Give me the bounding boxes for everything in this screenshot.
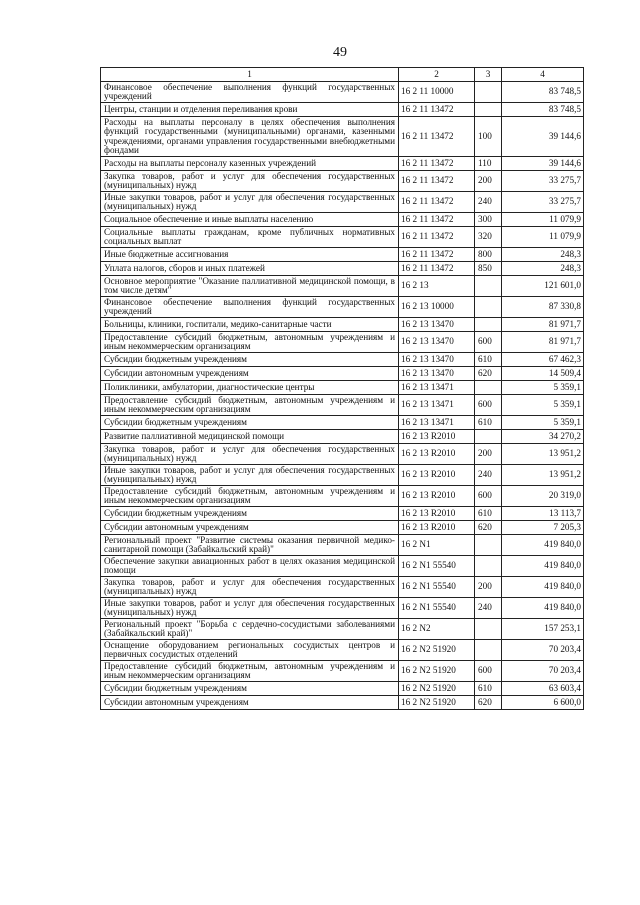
row-amount-cell: 33 275,7 — [502, 171, 584, 192]
row-kvr-cell — [475, 297, 502, 318]
table-row — [101, 367, 584, 381]
row-amount-cell: 83 748,5 — [502, 82, 584, 103]
row-kvr-cell — [475, 82, 502, 103]
table-row — [101, 556, 584, 577]
row-code-cell: 16 2 13 13471 — [399, 416, 475, 430]
row-code-cell: 16 2 11 13472 — [399, 192, 475, 213]
table-row — [101, 227, 584, 248]
row-kvr-cell: 610 — [475, 682, 502, 696]
table-row — [101, 353, 584, 367]
row-kvr-cell — [475, 276, 502, 297]
table-row — [101, 248, 584, 262]
header-cell-kvr: 3 — [475, 68, 502, 82]
row-code-cell: 16 2 11 13472 — [399, 213, 475, 227]
row-name-cell: Основное мероприятие "Оказание паллиативной медицинской помощи, в том числе детям" — [101, 276, 399, 297]
row-amount-cell: 13 951,2 — [502, 465, 584, 486]
row-amount-cell: 63 603,4 — [502, 682, 584, 696]
row-amount-cell: 13 113,7 — [502, 507, 584, 521]
row-amount-cell: 20 319,0 — [502, 486, 584, 507]
row-amount-cell: 11 079,9 — [502, 227, 584, 248]
row-code-cell: 16 2 N1 — [399, 535, 475, 556]
row-name-cell: Финансовое обеспечение выполнения функций государственных учреждений — [101, 297, 399, 318]
row-name-cell: Финансовое обеспечение выполнения функций государственных учреждений — [101, 82, 399, 103]
row-code-cell: 16 2 11 10000 — [399, 82, 475, 103]
row-name-cell: Иные бюджетные ассигнования — [101, 248, 399, 262]
table-row — [101, 535, 584, 556]
row-code-cell: 16 2 N2 51920 — [399, 661, 475, 682]
row-amount-cell: 39 144,6 — [502, 117, 584, 157]
row-amount-cell: 5 359,1 — [502, 381, 584, 395]
table-row — [101, 619, 584, 640]
row-code-cell: 16 2 N1 55540 — [399, 577, 475, 598]
table-row — [101, 157, 584, 171]
row-kvr-cell — [475, 535, 502, 556]
row-kvr-cell: 320 — [475, 227, 502, 248]
table-row — [101, 682, 584, 696]
row-amount-cell: 83 748,5 — [502, 103, 584, 117]
table-row — [101, 507, 584, 521]
row-amount-cell: 70 203,4 — [502, 661, 584, 682]
row-amount-cell: 5 359,1 — [502, 395, 584, 416]
row-kvr-cell: 240 — [475, 192, 502, 213]
row-code-cell: 16 2 N1 55540 — [399, 598, 475, 619]
row-name-cell: Закупка товаров, работ и услуг для обеспечения государственных (муниципальных) нужд — [101, 171, 399, 192]
row-name-cell: Субсидии автономным учреждениям — [101, 696, 399, 710]
row-code-cell: 16 2 N2 — [399, 619, 475, 640]
row-name-cell: Центры, станции и отделения переливания крови — [101, 103, 399, 117]
table-row — [101, 640, 584, 661]
row-amount-cell: 419 840,0 — [502, 535, 584, 556]
row-amount-cell: 87 330,8 — [502, 297, 584, 318]
row-amount-cell: 5 359,1 — [502, 416, 584, 430]
row-name-cell: Субсидии автономным учреждениям — [101, 367, 399, 381]
table-row — [101, 696, 584, 710]
row-kvr-cell: 200 — [475, 171, 502, 192]
row-code-cell: 16 2 13 — [399, 276, 475, 297]
row-code-cell: 16 2 13 13470 — [399, 367, 475, 381]
row-kvr-cell: 620 — [475, 696, 502, 710]
row-code-cell: 16 2 13 13470 — [399, 332, 475, 353]
table-row — [101, 521, 584, 535]
header-cell-amount: 4 — [502, 68, 584, 82]
row-amount-cell: 14 509,4 — [502, 367, 584, 381]
table-row — [101, 82, 584, 103]
row-kvr-cell: 300 — [475, 213, 502, 227]
row-name-cell: Предоставление субсидий бюджетным, автономным учреждениям и иным некоммерческим организациям — [101, 332, 399, 353]
table-row — [101, 171, 584, 192]
row-code-cell: 16 2 13 13471 — [399, 395, 475, 416]
row-name-cell: Обеспечение закупки авиационных работ в целях оказания медицинской помощи — [101, 556, 399, 577]
row-amount-cell: 419 840,0 — [502, 577, 584, 598]
row-name-cell: Иные закупки товаров, работ и услуг для обеспечения государственных (муниципальных) нужд — [101, 465, 399, 486]
row-code-cell: 16 2 13 R2010 — [399, 486, 475, 507]
row-amount-cell: 121 601,0 — [502, 276, 584, 297]
row-amount-cell: 81 971,7 — [502, 332, 584, 353]
table-row — [101, 395, 584, 416]
row-kvr-cell: 610 — [475, 507, 502, 521]
row-name-cell: Закупка товаров, работ и услуг для обеспечения государственных (муниципальных) нужд — [101, 444, 399, 465]
table-row — [101, 661, 584, 682]
row-code-cell: 16 2 11 13472 — [399, 227, 475, 248]
row-amount-cell: 7 205,3 — [502, 521, 584, 535]
row-kvr-cell: 100 — [475, 117, 502, 157]
row-name-cell: Расходы на выплаты персоналу в целях обеспечения выполнения функций государственными (муниципальными) органами, казенными учреждениями, органами управления государственными внебюджетными фондами — [101, 117, 399, 157]
row-kvr-cell: 600 — [475, 486, 502, 507]
row-kvr-cell — [475, 318, 502, 332]
row-kvr-cell: 620 — [475, 367, 502, 381]
row-name-cell: Субсидии автономным учреждениям — [101, 521, 399, 535]
row-code-cell: 16 2 13 R2010 — [399, 521, 475, 535]
row-name-cell: Иные закупки товаров, работ и услуг для обеспечения государственных (муниципальных) нужд — [101, 598, 399, 619]
row-kvr-cell — [475, 619, 502, 640]
row-code-cell: 16 2 13 R2010 — [399, 444, 475, 465]
row-code-cell: 16 2 N1 55540 — [399, 556, 475, 577]
row-code-cell: 16 2 11 13472 — [399, 171, 475, 192]
row-kvr-cell: 600 — [475, 661, 502, 682]
row-amount-cell: 248,3 — [502, 262, 584, 276]
row-code-cell: 16 2 N2 51920 — [399, 640, 475, 661]
row-amount-cell: 81 971,7 — [502, 318, 584, 332]
row-code-cell: 16 2 N2 51920 — [399, 696, 475, 710]
row-kvr-cell: 600 — [475, 332, 502, 353]
row-kvr-cell: 610 — [475, 353, 502, 367]
row-name-cell: Предоставление субсидий бюджетным, автономным учреждениям и иным некоммерческим организациям — [101, 395, 399, 416]
table-row — [101, 192, 584, 213]
row-amount-cell: 70 203,4 — [502, 640, 584, 661]
row-kvr-cell — [475, 430, 502, 444]
table-row — [101, 577, 584, 598]
table-row — [101, 332, 584, 353]
row-kvr-cell: 110 — [475, 157, 502, 171]
row-amount-cell: 67 462,3 — [502, 353, 584, 367]
table-row — [101, 381, 584, 395]
row-name-cell: Социальные выплаты гражданам, кроме публичных нормативных социальных выплат — [101, 227, 399, 248]
table-row — [101, 430, 584, 444]
row-amount-cell: 33 275,7 — [502, 192, 584, 213]
table-row — [101, 465, 584, 486]
table-row — [101, 262, 584, 276]
row-kvr-cell — [475, 640, 502, 661]
row-name-cell: Уплата налогов, сборов и иных платежей — [101, 262, 399, 276]
row-kvr-cell: 240 — [475, 465, 502, 486]
row-amount-cell: 419 840,0 — [502, 556, 584, 577]
row-name-cell: Субсидии бюджетным учреждениям — [101, 682, 399, 696]
row-code-cell: 16 2 13 R2010 — [399, 430, 475, 444]
row-amount-cell: 39 144,6 — [502, 157, 584, 171]
row-code-cell: 16 2 N2 51920 — [399, 682, 475, 696]
row-code-cell: 16 2 11 13472 — [399, 248, 475, 262]
row-name-cell: Предоставление субсидий бюджетным, автономным учреждениям и иным некоммерческим организациям — [101, 661, 399, 682]
row-name-cell: Региональный проект "Развитие системы оказания первичной медико-санитарной помощи (Забайкальский край)" — [101, 535, 399, 556]
row-amount-cell: 419 840,0 — [502, 598, 584, 619]
row-name-cell: Закупка товаров, работ и услуг для обеспечения государственных (муниципальных) нужд — [101, 577, 399, 598]
table-row — [101, 318, 584, 332]
row-kvr-cell: 240 — [475, 598, 502, 619]
table-row — [101, 598, 584, 619]
row-name-cell: Иные закупки товаров, работ и услуг для обеспечения государственных (муниципальных) нужд — [101, 192, 399, 213]
row-name-cell: Расходы на выплаты персоналу казенных учреждений — [101, 157, 399, 171]
row-amount-cell: 6 600,0 — [502, 696, 584, 710]
row-kvr-cell: 200 — [475, 444, 502, 465]
row-code-cell: 16 2 13 R2010 — [399, 507, 475, 521]
row-code-cell: 16 2 13 13470 — [399, 353, 475, 367]
table-row — [101, 103, 584, 117]
row-name-cell: Субсидии бюджетным учреждениям — [101, 416, 399, 430]
table-row — [101, 486, 584, 507]
row-name-cell: Региональный проект "Борьба с сердечно-сосудистыми заболеваниями (Забайкальский край)" — [101, 619, 399, 640]
row-name-cell: Субсидии бюджетным учреждениям — [101, 507, 399, 521]
row-name-cell: Развитие паллиативной медицинской помощи — [101, 430, 399, 444]
row-name-cell: Социальное обеспечение и иные выплаты населению — [101, 213, 399, 227]
row-name-cell: Оснащение оборудованием региональных сосудистых центров и первичных сосудистых отделений — [101, 640, 399, 661]
table-row — [101, 117, 584, 157]
row-amount-cell: 34 270,2 — [502, 430, 584, 444]
budget-table — [100, 67, 584, 710]
row-name-cell: Больницы, клиники, госпитали, медико-санитарные части — [101, 318, 399, 332]
row-code-cell: 16 2 13 13470 — [399, 318, 475, 332]
table-row — [101, 297, 584, 318]
row-code-cell: 16 2 13 R2010 — [399, 465, 475, 486]
row-kvr-cell: 200 — [475, 577, 502, 598]
header-cell-name: 1 — [101, 68, 399, 82]
row-code-cell: 16 2 13 13471 — [399, 381, 475, 395]
table-body — [101, 82, 584, 710]
row-code-cell: 16 2 11 13472 — [399, 157, 475, 171]
row-kvr-cell: 850 — [475, 262, 502, 276]
row-name-cell: Предоставление субсидий бюджетным, автономным учреждениям и иным некоммерческим организациям — [101, 486, 399, 507]
table-row — [101, 416, 584, 430]
row-amount-cell: 13 951,2 — [502, 444, 584, 465]
page-number: 49 — [333, 45, 347, 60]
row-kvr-cell: 600 — [475, 395, 502, 416]
row-kvr-cell: 620 — [475, 521, 502, 535]
row-name-cell: Субсидии бюджетным учреждениям — [101, 353, 399, 367]
row-code-cell: 16 2 11 13472 — [399, 103, 475, 117]
table-row — [101, 444, 584, 465]
row-amount-cell: 157 253,1 — [502, 619, 584, 640]
table-row — [101, 276, 584, 297]
row-code-cell: 16 2 11 13472 — [399, 262, 475, 276]
row-name-cell: Поликлиники, амбулатории, диагностические центры — [101, 381, 399, 395]
row-kvr-cell: 800 — [475, 248, 502, 262]
row-code-cell: 16 2 11 13472 — [399, 117, 475, 157]
row-amount-cell: 11 079,9 — [502, 213, 584, 227]
row-code-cell: 16 2 13 10000 — [399, 297, 475, 318]
table-row — [101, 213, 584, 227]
row-kvr-cell — [475, 381, 502, 395]
header-cell-code: 2 — [399, 68, 475, 82]
row-kvr-cell — [475, 103, 502, 117]
row-kvr-cell — [475, 556, 502, 577]
row-kvr-cell: 610 — [475, 416, 502, 430]
header-row — [101, 68, 584, 82]
row-amount-cell: 248,3 — [502, 248, 584, 262]
